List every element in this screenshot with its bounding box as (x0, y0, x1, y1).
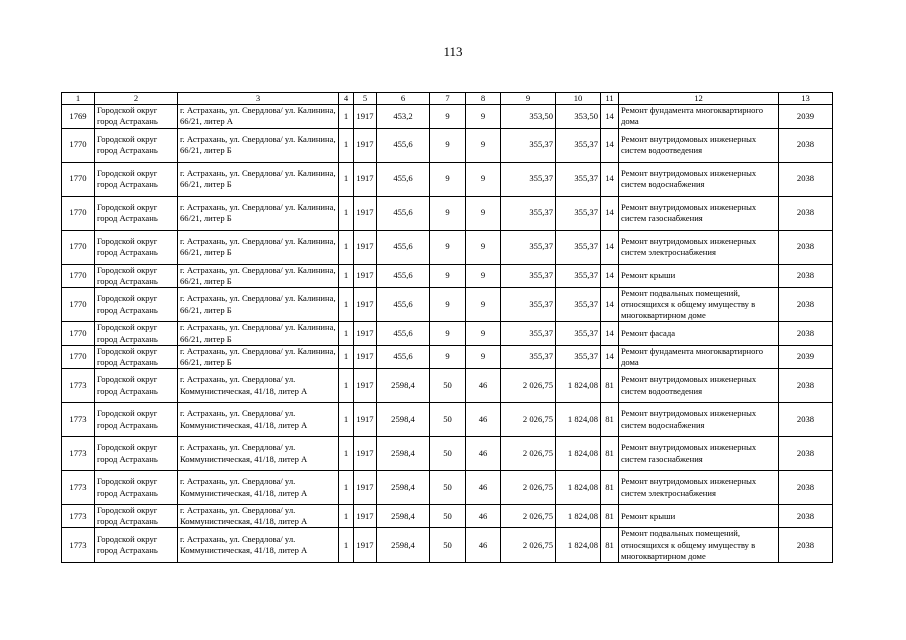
column-8-cell: 9 (466, 105, 501, 128)
owner-cell: Городской округ город Астрахань (95, 162, 178, 196)
column-8-cell: 9 (466, 322, 501, 345)
year-cell: 1917 (354, 264, 377, 287)
year-cell: 1917 (354, 162, 377, 196)
column-7-cell: 9 (430, 105, 466, 128)
column-9-cell: 355,37 (501, 264, 556, 287)
owner-cell: Городской округ город Астрахань (95, 528, 178, 563)
row-id-cell: 1773 (62, 437, 95, 471)
column-4-cell: 1 (339, 287, 354, 322)
column-header: 9 (501, 93, 556, 105)
column-9-cell: 355,37 (501, 162, 556, 196)
address-cell: г. Астрахань, ул. Свердлова/ ул. Калинина, 66/21, литер Б (178, 287, 339, 322)
area-cell: 453,2 (377, 105, 430, 128)
address-cell: г. Астрахань, ул. Свердлова/ ул. Калинина, 66/21, литер Б (178, 264, 339, 287)
column-header: 4 (339, 93, 354, 105)
column-9-cell: 2 026,75 (501, 505, 556, 528)
column-8-cell: 9 (466, 128, 501, 162)
address-cell: г. Астрахань, ул. Свердлова/ ул. Калинина, 66/21, литер Б (178, 196, 339, 230)
address-cell: г. Астрахань, ул. Свердлова/ ул. Калинина, 66/21, литер Б (178, 128, 339, 162)
column-4-cell: 1 (339, 105, 354, 128)
area-cell: 2598,4 (377, 403, 430, 437)
owner-cell: Городской округ город Астрахань (95, 128, 178, 162)
table-row (62, 196, 833, 230)
column-10-cell: 355,37 (556, 162, 601, 196)
column-4-cell: 1 (339, 128, 354, 162)
row-id-cell: 1773 (62, 505, 95, 528)
area-cell: 2598,4 (377, 505, 430, 528)
column-4-cell: 1 (339, 528, 354, 563)
year-due-cell: 2039 (779, 345, 833, 368)
column-8-cell: 46 (466, 505, 501, 528)
column-header: 5 (354, 93, 377, 105)
column-7-cell: 9 (430, 264, 466, 287)
column-header: 6 (377, 93, 430, 105)
column-11-cell: 81 (601, 437, 619, 471)
year-cell: 1917 (354, 322, 377, 345)
row-id-cell: 1770 (62, 162, 95, 196)
column-9-cell: 355,37 (501, 345, 556, 368)
table-row (62, 162, 833, 196)
column-11-cell: 14 (601, 322, 619, 345)
row-id-cell: 1769 (62, 105, 95, 128)
repair-work-cell: Ремонт внутридомовых инженерных систем газоснабжения (619, 437, 779, 471)
year-due-cell: 2038 (779, 264, 833, 287)
column-9-cell: 2 026,75 (501, 369, 556, 403)
column-header: 12 (619, 93, 779, 105)
year-cell: 1917 (354, 196, 377, 230)
area-cell: 2598,4 (377, 369, 430, 403)
address-cell: г. Астрахань, ул. Свердлова/ ул. Коммунистическая, 41/18, литер А (178, 528, 339, 563)
column-4-cell: 1 (339, 505, 354, 528)
column-9-cell: 355,37 (501, 230, 556, 264)
column-10-cell: 355,37 (556, 230, 601, 264)
owner-cell: Городской округ город Астрахань (95, 345, 178, 368)
year-due-cell: 2038 (779, 437, 833, 471)
column-8-cell: 46 (466, 437, 501, 471)
column-10-cell: 1 824,08 (556, 505, 601, 528)
address-cell: г. Астрахань, ул. Свердлова/ ул. Коммунистическая, 41/18, литер А (178, 505, 339, 528)
repair-work-cell: Ремонт фундамента многоквартирного дома (619, 105, 779, 128)
year-due-cell: 2038 (779, 528, 833, 563)
year-cell: 1917 (354, 345, 377, 368)
row-id-cell: 1770 (62, 230, 95, 264)
area-cell: 455,6 (377, 162, 430, 196)
address-cell: г. Астрахань, ул. Свердлова/ ул. Калинина, 66/21, литер Б (178, 322, 339, 345)
row-id-cell: 1773 (62, 528, 95, 563)
column-10-cell: 355,37 (556, 128, 601, 162)
row-id-cell: 1770 (62, 322, 95, 345)
column-header: 11 (601, 93, 619, 105)
area-cell: 455,6 (377, 128, 430, 162)
repair-work-cell: Ремонт крыши (619, 264, 779, 287)
address-cell: г. Астрахань, ул. Свердлова/ ул. Калинина, 66/21, литер Б (178, 230, 339, 264)
year-due-cell: 2038 (779, 287, 833, 322)
column-9-cell: 2 026,75 (501, 471, 556, 505)
column-4-cell: 1 (339, 196, 354, 230)
column-9-cell: 353,50 (501, 105, 556, 128)
repair-work-cell: Ремонт фундамента многоквартирного дома (619, 345, 779, 368)
table-row (62, 322, 833, 345)
owner-cell: Городской округ город Астрахань (95, 196, 178, 230)
table-row (62, 403, 833, 437)
column-7-cell: 9 (430, 322, 466, 345)
column-11-cell: 81 (601, 369, 619, 403)
column-7-cell: 9 (430, 128, 466, 162)
repair-work-cell: Ремонт крыши (619, 505, 779, 528)
column-10-cell: 355,37 (556, 322, 601, 345)
column-header: 3 (178, 93, 339, 105)
column-7-cell: 9 (430, 345, 466, 368)
column-8-cell: 9 (466, 230, 501, 264)
repair-work-cell: Ремонт фасада (619, 322, 779, 345)
column-8-cell: 46 (466, 528, 501, 563)
column-4-cell: 1 (339, 162, 354, 196)
area-cell: 455,6 (377, 287, 430, 322)
owner-cell: Городской округ город Астрахань (95, 437, 178, 471)
column-header: 10 (556, 93, 601, 105)
year-cell: 1917 (354, 105, 377, 128)
column-10-cell: 355,37 (556, 287, 601, 322)
table-row (62, 505, 833, 528)
row-id-cell: 1773 (62, 471, 95, 505)
row-id-cell: 1770 (62, 128, 95, 162)
column-7-cell: 9 (430, 287, 466, 322)
table-body (62, 105, 833, 563)
owner-cell: Городской округ город Астрахань (95, 287, 178, 322)
owner-cell: Городской округ город Астрахань (95, 403, 178, 437)
column-10-cell: 1 824,08 (556, 528, 601, 563)
column-8-cell: 46 (466, 403, 501, 437)
year-due-cell: 2038 (779, 403, 833, 437)
column-8-cell: 46 (466, 369, 501, 403)
year-due-cell: 2038 (779, 128, 833, 162)
table-row (62, 345, 833, 368)
year-cell: 1917 (354, 437, 377, 471)
column-7-cell: 50 (430, 369, 466, 403)
column-11-cell: 14 (601, 230, 619, 264)
repair-work-cell: Ремонт подвальных помещений, относящихся к общему имуществу в многоквартирном доме (619, 287, 779, 322)
column-header: 8 (466, 93, 501, 105)
column-10-cell: 1 824,08 (556, 437, 601, 471)
column-10-cell: 355,37 (556, 264, 601, 287)
column-4-cell: 1 (339, 264, 354, 287)
column-header: 2 (95, 93, 178, 105)
column-8-cell: 9 (466, 287, 501, 322)
year-due-cell: 2038 (779, 505, 833, 528)
repair-registry-table (61, 92, 833, 563)
column-7-cell: 9 (430, 196, 466, 230)
column-4-cell: 1 (339, 322, 354, 345)
repair-work-cell: Ремонт внутридомовых инженерных систем газоснабжения (619, 196, 779, 230)
owner-cell: Городской округ город Астрахань (95, 369, 178, 403)
column-7-cell: 9 (430, 230, 466, 264)
row-id-cell: 1770 (62, 264, 95, 287)
year-cell: 1917 (354, 369, 377, 403)
column-9-cell: 2 026,75 (501, 437, 556, 471)
column-10-cell: 1 824,08 (556, 369, 601, 403)
column-header: 7 (430, 93, 466, 105)
area-cell: 455,6 (377, 345, 430, 368)
column-8-cell: 46 (466, 471, 501, 505)
column-9-cell: 355,37 (501, 128, 556, 162)
year-due-cell: 2038 (779, 369, 833, 403)
column-4-cell: 1 (339, 403, 354, 437)
column-4-cell: 1 (339, 369, 354, 403)
owner-cell: Городской округ город Астрахань (95, 264, 178, 287)
address-cell: г. Астрахань, ул. Свердлова/ ул. Калинина, 66/21, литер А (178, 105, 339, 128)
column-7-cell: 50 (430, 403, 466, 437)
table-row (62, 437, 833, 471)
table-row (62, 264, 833, 287)
area-cell: 455,6 (377, 230, 430, 264)
repair-work-cell: Ремонт внутридомовых инженерных систем электроснабжения (619, 230, 779, 264)
column-8-cell: 9 (466, 264, 501, 287)
year-cell: 1917 (354, 471, 377, 505)
year-due-cell: 2039 (779, 105, 833, 128)
year-cell: 1917 (354, 128, 377, 162)
column-header: 1 (62, 93, 95, 105)
area-cell: 455,6 (377, 322, 430, 345)
column-7-cell: 50 (430, 437, 466, 471)
column-9-cell: 2 026,75 (501, 528, 556, 563)
year-cell: 1917 (354, 528, 377, 563)
area-cell: 455,6 (377, 196, 430, 230)
owner-cell: Городской округ город Астрахань (95, 230, 178, 264)
address-cell: г. Астрахань, ул. Свердлова/ ул. Коммунистическая, 41/18, литер А (178, 369, 339, 403)
year-cell: 1917 (354, 403, 377, 437)
repair-work-cell: Ремонт внутридомовых инженерных систем водоотведения (619, 369, 779, 403)
table-row (62, 230, 833, 264)
repair-work-cell: Ремонт внутридомовых инженерных систем водоснабжения (619, 162, 779, 196)
column-9-cell: 355,37 (501, 322, 556, 345)
repair-work-cell: Ремонт внутридомовых инженерных систем электроснабжения (619, 471, 779, 505)
column-10-cell: 355,37 (556, 196, 601, 230)
column-11-cell: 81 (601, 471, 619, 505)
column-10-cell: 1 824,08 (556, 403, 601, 437)
table-row (62, 128, 833, 162)
page-number: 113 (443, 44, 463, 59)
repair-work-cell: Ремонт внутридомовых инженерных систем водоотведения (619, 128, 779, 162)
column-9-cell: 355,37 (501, 196, 556, 230)
address-cell: г. Астрахань, ул. Свердлова/ ул. Коммунистическая, 41/18, литер А (178, 437, 339, 471)
column-11-cell: 14 (601, 105, 619, 128)
column-11-cell: 14 (601, 162, 619, 196)
column-11-cell: 81 (601, 403, 619, 437)
column-11-cell: 14 (601, 264, 619, 287)
table-row (62, 369, 833, 403)
owner-cell: Городской округ город Астрахань (95, 505, 178, 528)
column-10-cell: 355,37 (556, 345, 601, 368)
area-cell: 2598,4 (377, 437, 430, 471)
column-11-cell: 14 (601, 196, 619, 230)
address-cell: г. Астрахань, ул. Свердлова/ ул. Калинина, 66/21, литер Б (178, 162, 339, 196)
year-cell: 1917 (354, 230, 377, 264)
column-8-cell: 9 (466, 196, 501, 230)
table-row (62, 287, 833, 322)
column-8-cell: 9 (466, 162, 501, 196)
owner-cell: Городской округ город Астрахань (95, 322, 178, 345)
year-cell: 1917 (354, 505, 377, 528)
row-id-cell: 1773 (62, 403, 95, 437)
row-id-cell: 1770 (62, 345, 95, 368)
column-11-cell: 81 (601, 528, 619, 563)
address-cell: г. Астрахань, ул. Свердлова/ ул. Коммунистическая, 41/18, литер А (178, 403, 339, 437)
table-row (62, 528, 833, 563)
owner-cell: Городской округ город Астрахань (95, 471, 178, 505)
year-due-cell: 2038 (779, 196, 833, 230)
area-cell: 455,6 (377, 264, 430, 287)
column-header: 13 (779, 93, 833, 105)
column-11-cell: 14 (601, 128, 619, 162)
row-id-cell: 1773 (62, 369, 95, 403)
repair-work-cell: Ремонт внутридомовых инженерных систем водоснабжения (619, 403, 779, 437)
column-10-cell: 1 824,08 (556, 471, 601, 505)
column-7-cell: 50 (430, 471, 466, 505)
table-row (62, 471, 833, 505)
year-due-cell: 2038 (779, 322, 833, 345)
column-4-cell: 1 (339, 345, 354, 368)
row-id-cell: 1770 (62, 196, 95, 230)
owner-cell: Городской округ город Астрахань (95, 105, 178, 128)
column-9-cell: 2 026,75 (501, 403, 556, 437)
address-cell: г. Астрахань, ул. Свердлова/ ул. Калинина, 66/21, литер Б (178, 345, 339, 368)
column-7-cell: 50 (430, 528, 466, 563)
column-4-cell: 1 (339, 230, 354, 264)
column-7-cell: 9 (430, 162, 466, 196)
year-due-cell: 2038 (779, 230, 833, 264)
column-4-cell: 1 (339, 471, 354, 505)
year-due-cell: 2038 (779, 162, 833, 196)
column-11-cell: 14 (601, 345, 619, 368)
column-number-row (62, 93, 833, 105)
year-due-cell: 2038 (779, 471, 833, 505)
column-7-cell: 50 (430, 505, 466, 528)
repair-work-cell: Ремонт подвальных помещений, относящихся к общему имуществу в многоквартирном доме (619, 528, 779, 563)
address-cell: г. Астрахань, ул. Свердлова/ ул. Коммунистическая, 41/18, литер А (178, 471, 339, 505)
area-cell: 2598,4 (377, 471, 430, 505)
year-cell: 1917 (354, 287, 377, 322)
table-row (62, 105, 833, 128)
column-9-cell: 355,37 (501, 287, 556, 322)
column-4-cell: 1 (339, 437, 354, 471)
column-11-cell: 14 (601, 287, 619, 322)
column-8-cell: 9 (466, 345, 501, 368)
column-11-cell: 81 (601, 505, 619, 528)
row-id-cell: 1770 (62, 287, 95, 322)
area-cell: 2598,4 (377, 528, 430, 563)
column-10-cell: 353,50 (556, 105, 601, 128)
